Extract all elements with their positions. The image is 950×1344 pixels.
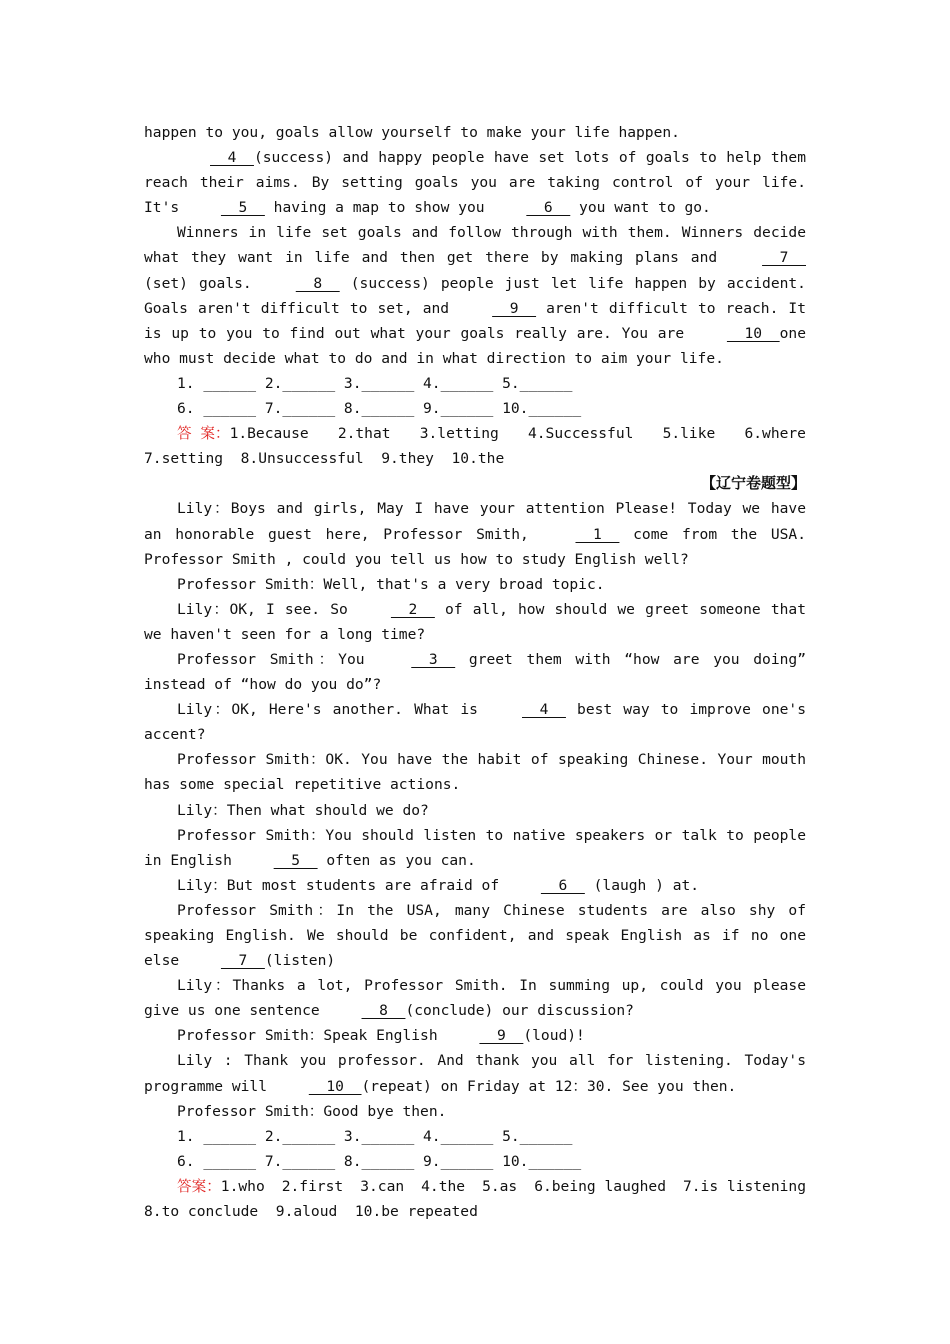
answer-item: 6.being laughed [534,1177,666,1195]
blank-5: 5 [220,199,265,217]
blank-9: 9 [479,1027,524,1045]
blank-2: 2 [390,600,435,618]
answer-item: 7.is listening [682,1177,806,1195]
text: one who must decide what to do and in what direction to aim your life. [144,324,806,367]
text: Professor Smith：You [177,650,379,668]
answer-item: 4.Successful [527,425,634,443]
paragraph-success [144,145,806,220]
text: Lily : Thank you professor. And thank you all for listening. Today's programme will [144,1052,806,1095]
text: (repeat) on Friday at 12：30. See you then. [361,1077,737,1095]
text: Professor Smith：In the USA, many Chinese students are also shy of speaking English. We should be confident, and speak English as if no one else [144,901,806,970]
answer-key-line-1 [144,1174,806,1199]
answer-item: 4.the [421,1177,466,1195]
paragraph-winners [144,220,806,371]
text: Lily：OK, Here's another. What is [177,701,489,719]
answer-key-line-2: 8.to conclude 9.aloud 10.be repeated [144,1203,478,1221]
answer-item: 2.that [337,425,391,443]
blank-3: 3 [411,650,456,668]
blank-4: 4 [522,701,566,719]
document-body [144,120,806,1224]
paragraph-intro-end: happen to you, goals allow yourself to make your life happen. [144,124,680,141]
text: often as you can. [317,851,476,869]
dialogue-line [144,873,806,898]
dialogue-line [144,973,806,1023]
text: Lily：But most students are afraid of [177,876,508,894]
answer-key-line-2: 7.setting 8.Unsuccessful 9.they 10.the [144,450,505,468]
answer-blanks-row-1: 1. ______ 2.______ 3.______ 4.______ 5.______ [177,374,573,392]
text: (success) people just let life happen by accident. Goals aren't difficult to set, and [144,274,806,317]
answer-key-line-1 [144,421,806,446]
text: Lily：Boys and girls, May I have your attention Please! Today we have an honorable guest here, Professor Smith, [144,500,806,543]
text: (set) goals. [144,274,263,292]
dialogue-line: Professor Smith：Good bye then. [177,1102,447,1120]
blank-8: 8 [295,274,340,292]
answer-item: 1.Because [229,425,309,443]
answer-item: 5.as [482,1177,518,1195]
dialogue-line [144,597,806,647]
blank-7: 7 [220,952,265,970]
text: Lily：Thanks a lot, Professor Smith. In summing up, could you please give us one sentence [144,977,806,1020]
dialogue-line [144,496,806,571]
text: you want to go. [570,199,711,217]
text: come from the USA. Professor Smith , could you tell us how to study English well? [144,525,806,568]
text: (loud)! [523,1027,585,1045]
text: Professor Smith：Speak English [177,1027,447,1045]
text: of all, how should we greet someone that we haven't seen for a long time? [144,600,806,643]
text: Lily：OK, I see. So [177,600,358,618]
text: greet them with “how are you doing” instead of “how do you do”? [144,650,806,694]
dialogue-line [144,898,806,973]
dialogue-line [144,697,806,747]
text: (success) and happy people have set lots of goals to help them reach their aims. By setting goals you are taking control of your life. It's [144,149,806,217]
answer-item: 3.letting [419,425,499,443]
answer-key-label: 答 案： [177,425,230,443]
text: (laugh ) at. [584,876,700,894]
answer-blanks-row-1: 1. ______ 2.______ 3.______ 4.______ 5.______ [177,1127,573,1145]
answer-item: 5.like [662,425,716,443]
text: best way to improve one's accent? [144,701,806,744]
text: (conclude) our discussion? [405,1002,634,1020]
answer-blanks-row-2: 6. ______ 7.______ 8.______ 9.______ 10.______ [177,1152,582,1170]
blank-6: 6 [540,876,585,894]
dialogue-line: Professor Smith：Well, that's a very broad topic. [177,575,605,593]
blank-7: 7 [762,249,806,267]
dialogue-line [144,823,806,873]
answer-item: 6.where [744,425,806,443]
text: Professor Smith：You should listen to native speakers or talk to people in English [144,826,806,869]
answer-item: 3.can [360,1177,405,1195]
answer-key-label: 答案： [177,1177,221,1195]
blank-10: 10 [726,324,780,342]
dialogue-line: Lily：Then what should we do? [177,801,429,819]
section-heading: 【辽宁卷题型】 [700,474,806,493]
dialogue-line [144,1048,806,1098]
blank-6: 6 [526,199,571,217]
answer-item: 1.who [220,1177,265,1195]
blank-4: 4 [210,149,254,167]
blank-10: 10 [308,1077,362,1095]
dialogue-line [144,647,806,697]
dialogue-line: Professor Smith：OK. You have the habit of speaking Chinese. Your mouth has some special repetitive actions. [144,751,806,794]
answer-item: 2.first [281,1177,344,1195]
text: (listen) [264,952,336,970]
text: having a map to show you [264,199,494,217]
text: Winners in life set goals and follow through with them. Winners decide what they want in life and then get there by making plans and [144,224,806,267]
blank-9: 9 [492,299,537,317]
blank-5: 5 [273,851,318,869]
blank-1: 1 [575,525,620,543]
blank-8: 8 [361,1002,406,1020]
dialogue-line [144,1023,806,1048]
text: aren't difficult to reach. It is up to you to find out what your goals really are. You are [144,299,806,342]
answer-blanks-row-2: 6. ______ 7.______ 8.______ 9.______ 10.______ [177,400,582,418]
